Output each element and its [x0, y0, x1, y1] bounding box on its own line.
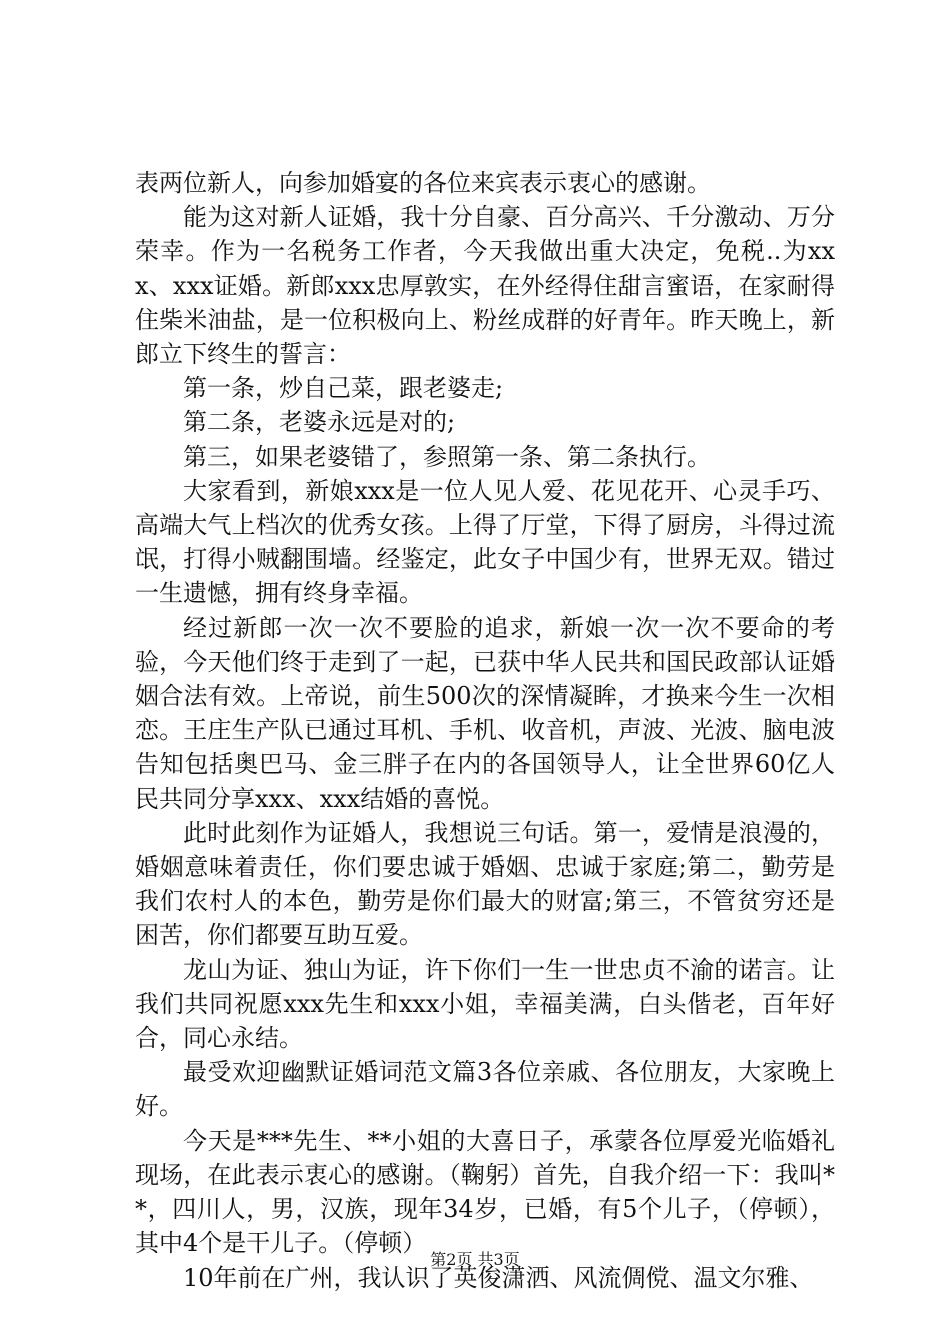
page-footer	[0, 1247, 950, 1270]
paragraph-3: 第一条，炒自己菜，跟老婆走;	[183, 374, 504, 403]
paragraph-12: 10年前在广州，我认识了英俊潇洒、风流倜傥、温文尔雅、	[183, 1263, 814, 1292]
paragraph-6: 大家看到，新娘xxx是一位人见人爱、花见花开、心灵手巧、高端大气上档次的优秀女孩。上得了厅堂，下得了厨房，斗得过流氓，打得小贼翻围墙。经鉴定，此女子中国少有，世界无双。错过一生遗憾，拥有终身幸福。	[135, 476, 835, 608]
page-number: 第2页 共3页	[430, 1250, 520, 1269]
paragraph-1: 表两位新人，向参加婚宴的各位来宾表示衷心的感谢。	[135, 169, 711, 197]
paragraph-2: 能为这对新人证婚，我十分自豪、百分高兴、千分激动、万分荣幸。作为一名税务工作者，今天我做出重大决定，免税..为xxx、xxx证婚。新郎xxx忠厚敦实，在外经得住甜言蜜语，在家耐得住柴米油盐，是一位积极向上、粉丝成群的好青年。昨天晚上，新郎立下终生的誓言：	[135, 203, 835, 369]
paragraph-10: 最受欢迎幽默证婚词范文篇3各位亲戚、各位朋友，大家晚上好。	[135, 1058, 835, 1121]
paragraph-5: 第三，如果老婆错了，参照第一条、第二条执行。	[183, 442, 711, 471]
paragraph-4: 第二条，老婆永远是对的;	[183, 408, 456, 437]
paragraph-11: 今天是***先生、**小姐的大喜日子，承蒙各位厚爱光临婚礼现场，在此表示衷心的感谢。（鞠躬）首先，自我介绍一下：我叫**，四川人，男，汉族，现年34岁，已婚，有5个儿子，（停顿），其中4个是干儿子。（停顿）	[135, 1126, 835, 1258]
document-body	[135, 166, 835, 1295]
paragraph-9: 龙山为证、独山为证，许下你们一生一世忠贞不渝的诺言。让我们共同祝愿xxx先生和xxx小姐，幸福美满，白头偕老，百年好合，同心永结。	[135, 955, 835, 1053]
paragraph-7: 经过新郎一次一次不要脸的追求，新娘一次一次不要命的考验，今天他们终于走到了一起，已获中华人民共和国民政部认证婚姻合法有效。上帝说，前生500次的深情凝眸，才换来今生一次相恋。王庄生产队已通过耳机、手机、收音机，声波、光波、脑电波告知包括奥巴马、金三胖子在内的各国领导人，让全世界60亿人民共同分享xxx、xxx结婚的喜悦。	[135, 613, 835, 813]
paragraph-8: 此时此刻作为证婚人，我想说三句话。第一，爱情是浪漫的，婚姻意味着责任，你们要忠诚于婚姻、忠诚于家庭;第二，勤劳是我们农村人的本色，勤劳是你们最大的财富;第三，不管贫穷还是困苦，你们都要互助互爱。	[135, 818, 835, 950]
